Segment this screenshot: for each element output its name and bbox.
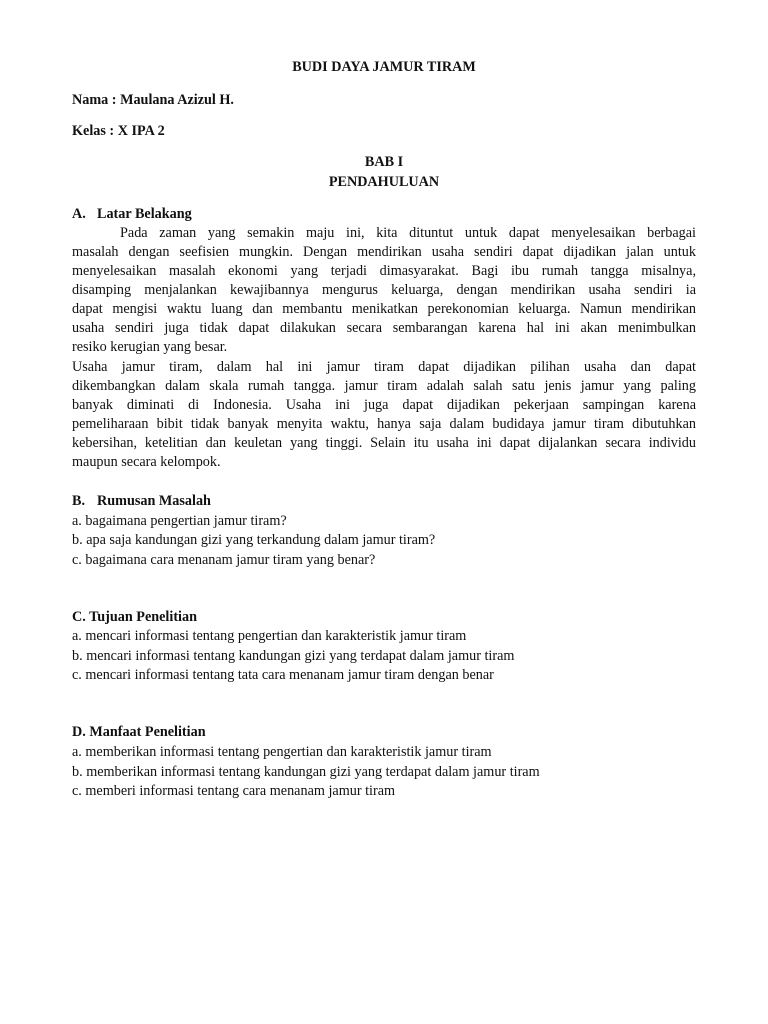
section-b-heading	[72, 492, 211, 511]
student-name: Nama : Maulana Azizul H.	[72, 92, 234, 108]
section-d-heading: D. Manfaat Penelitian	[72, 724, 206, 740]
section-b-label: B.	[72, 493, 86, 509]
student-class: Kelas : X IPA 2	[72, 123, 165, 139]
paragraph-line: Usaha jamur tiram, dalam hal ini jamur tiram dapat dijadikan pilihan usaha dan dapat	[72, 359, 696, 375]
list-item: c. mencari informasi tentang tata cara menanam jamur tiram dengan benar	[72, 667, 494, 683]
document-title: BUDI DAYA JAMUR TIRAM	[292, 59, 476, 75]
list-item: b. mencari informasi tentang kandungan gizi yang terdapat dalam jamur tiram	[72, 648, 515, 664]
paragraph-line: Pada zaman yang semakin maju ini, kita dituntut untuk dapat menyelesaikan berbagai	[120, 225, 696, 241]
paragraph-line: pemeliharaan bibit tidak banyak menyita waktu, hanya saja dalam budidaya jamur tiram dibutuhkan	[72, 416, 696, 432]
section-a-title: Latar Belakang	[97, 206, 192, 222]
paragraph-line: menyelesaikan masalah ekonomi yang terjadi dimasyarakat. Bagi ibu rumah tangga misalnya,	[72, 263, 696, 279]
list-item: c. bagaimana cara menanam jamur tiram yang benar?	[72, 552, 376, 568]
paragraph-line: maupun secara kelompok.	[72, 454, 221, 470]
paragraph-line: disamping menjalankan kewajibannya mengurus keluarga, dengan mendirikan usaha sendiri ia	[72, 282, 696, 298]
paragraph-line: usaha sendiri juga tidak dapat dilakukan secara sembarangan karena hal ini akan menimbulkan	[72, 320, 696, 336]
section-b-title: Rumusan Masalah	[97, 493, 211, 509]
paragraph-line: kebersihan, ketelitian dan keuletan yang tinggi. Selain itu usaha ini dapat dijalankan secara individu	[72, 435, 696, 451]
paragraph-line: resiko kerugian yang besar.	[72, 339, 228, 355]
list-item: b. memberikan informasi tentang kandungan gizi yang terdapat dalam jamur tiram	[72, 764, 540, 780]
list-item: a. bagaimana pengertian jamur tiram?	[72, 513, 287, 529]
section-a-label: A.	[72, 206, 86, 222]
chapter-number: BAB I	[364, 154, 404, 170]
chapter-title: PENDAHULUAN	[328, 174, 440, 190]
section-a-heading	[72, 205, 192, 224]
paragraph-line: masalah dengan seefisien mungkin. Dengan mendirikan usaha sendiri dapat dijadikan jalan untuk	[72, 244, 696, 260]
paragraph-line: banyak diminati di Indonesia. Usaha ini juga dapat dijadikan pekerjaan sampingan karena	[72, 397, 696, 413]
list-item: a. mencari informasi tentang pengertian dan karakteristik jamur tiram	[72, 628, 467, 644]
list-item: c. memberi informasi tentang cara menanam jamur tiram	[72, 783, 396, 799]
paragraph-line: dapat mengisi waktu luang dan membantu menikatkan perekonomian keluarga. Namun mendirikan	[72, 301, 696, 317]
paragraph-line: dikembangkan dalam skala rumah tangga. jamur tiram adalah salah satu jenis jamur yang paling	[72, 378, 696, 394]
list-item: a. memberikan informasi tentang pengertian dan karakteristik jamur tiram	[72, 744, 492, 760]
section-c-heading: C. Tujuan Penelitian	[72, 609, 197, 625]
list-item: b. apa saja kandungan gizi yang terkandung dalam jamur tiram?	[72, 532, 436, 548]
